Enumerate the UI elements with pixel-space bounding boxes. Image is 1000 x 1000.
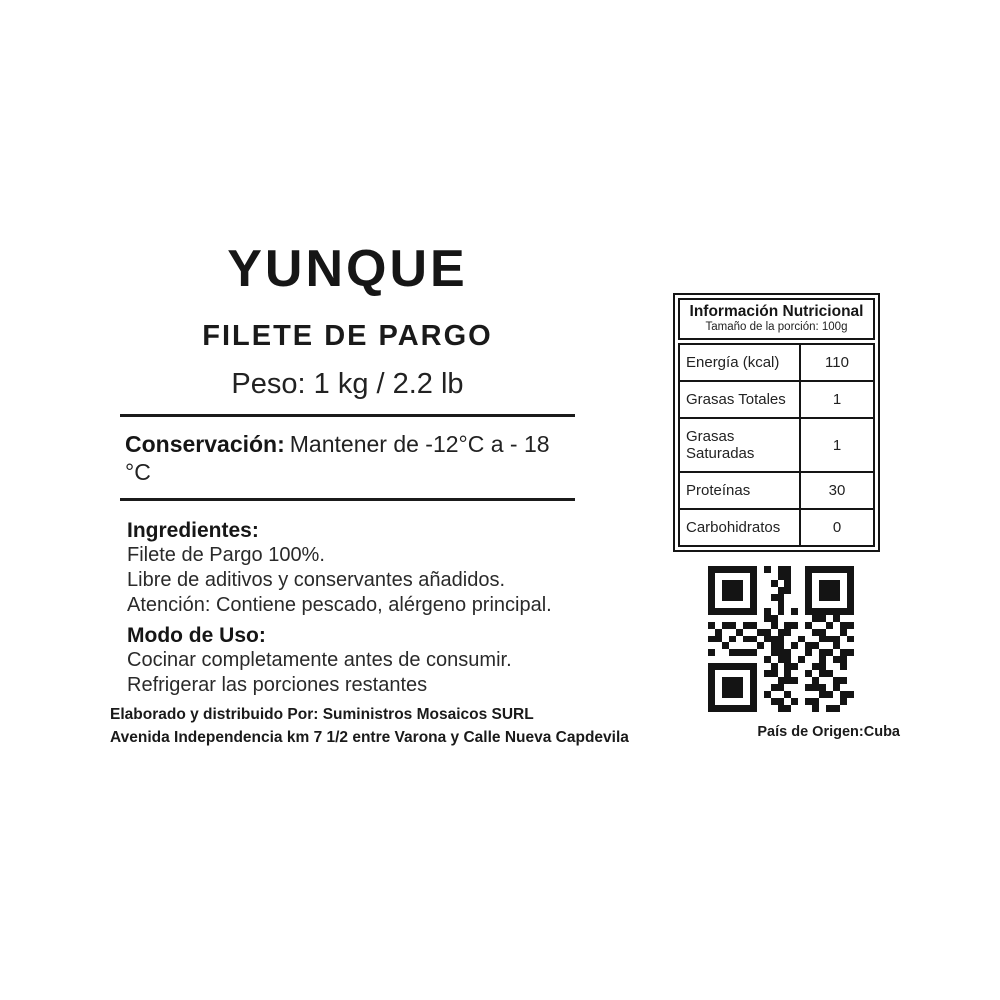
nutrient-value: 0: [800, 509, 874, 546]
ingredients-line: Libre de aditivos y conservantes añadidos.: [127, 569, 506, 591]
weight-text: Peso: 1 kg / 2.2 lb: [231, 368, 464, 400]
usage-line: Refrigerar las porciones restantes: [127, 674, 428, 696]
divider-top: [120, 414, 575, 417]
ingredients-heading: Ingredientes:: [127, 519, 259, 542]
nutrient-value: 1: [800, 381, 874, 418]
ingredients-line: Filete de Pargo 100%.: [127, 544, 325, 566]
table-row: [679, 509, 874, 546]
distributor-line: Avenida Independencia km 7 1/2 entre Varona y Calle Nueva Capdevila: [110, 728, 629, 746]
conservation-value: Mantener de -12°C a - 18 °C: [125, 431, 550, 485]
ingredients-line: Atención: Contiene pescado, alérgeno principal.: [127, 594, 552, 616]
nutrition-header: [678, 298, 875, 340]
nutrient-label: Energía (kcal): [679, 344, 800, 381]
nutrition-facts-table: [673, 293, 880, 552]
distributor-block: [110, 704, 629, 749]
brand-title: YUNQUE: [227, 240, 468, 298]
product-name: FILETE DE PARGO: [202, 320, 493, 352]
nutrient-value: 30: [800, 472, 874, 509]
table-row: [679, 381, 874, 418]
distributor-line: Elaborado y distribuido Por: Suministros Mosaicos SURL: [110, 706, 534, 723]
nutrient-label: Carbohidratos: [679, 509, 800, 546]
usage-heading: Modo de Uso:: [127, 624, 266, 647]
qr-code-icon: [708, 566, 854, 712]
nutrient-value: 1: [800, 418, 874, 472]
nutrient-value: 110: [800, 344, 874, 381]
table-row: [679, 418, 874, 472]
info-text-block: [120, 518, 575, 698]
nutrition-serving-size: Tamaño de la porción: 100g: [705, 321, 848, 333]
nutrition-title: Información Nutricional: [689, 303, 864, 320]
divider-bottom: [120, 498, 575, 501]
nutrient-label: Proteínas: [679, 472, 800, 509]
conservation-line: [120, 430, 575, 486]
country-of-origin: País de Origen:Cuba: [757, 724, 900, 740]
nutrient-label: Grasas Saturadas: [679, 418, 800, 472]
table-row: [679, 344, 874, 381]
conservation-label: Conservación:: [125, 431, 285, 457]
nutrient-label: Grasas Totales: [679, 381, 800, 418]
usage-line: Cocinar completamente antes de consumir.: [127, 649, 512, 671]
nutrition-rows: [678, 343, 875, 547]
main-panel: [120, 240, 575, 698]
table-row: [679, 472, 874, 509]
